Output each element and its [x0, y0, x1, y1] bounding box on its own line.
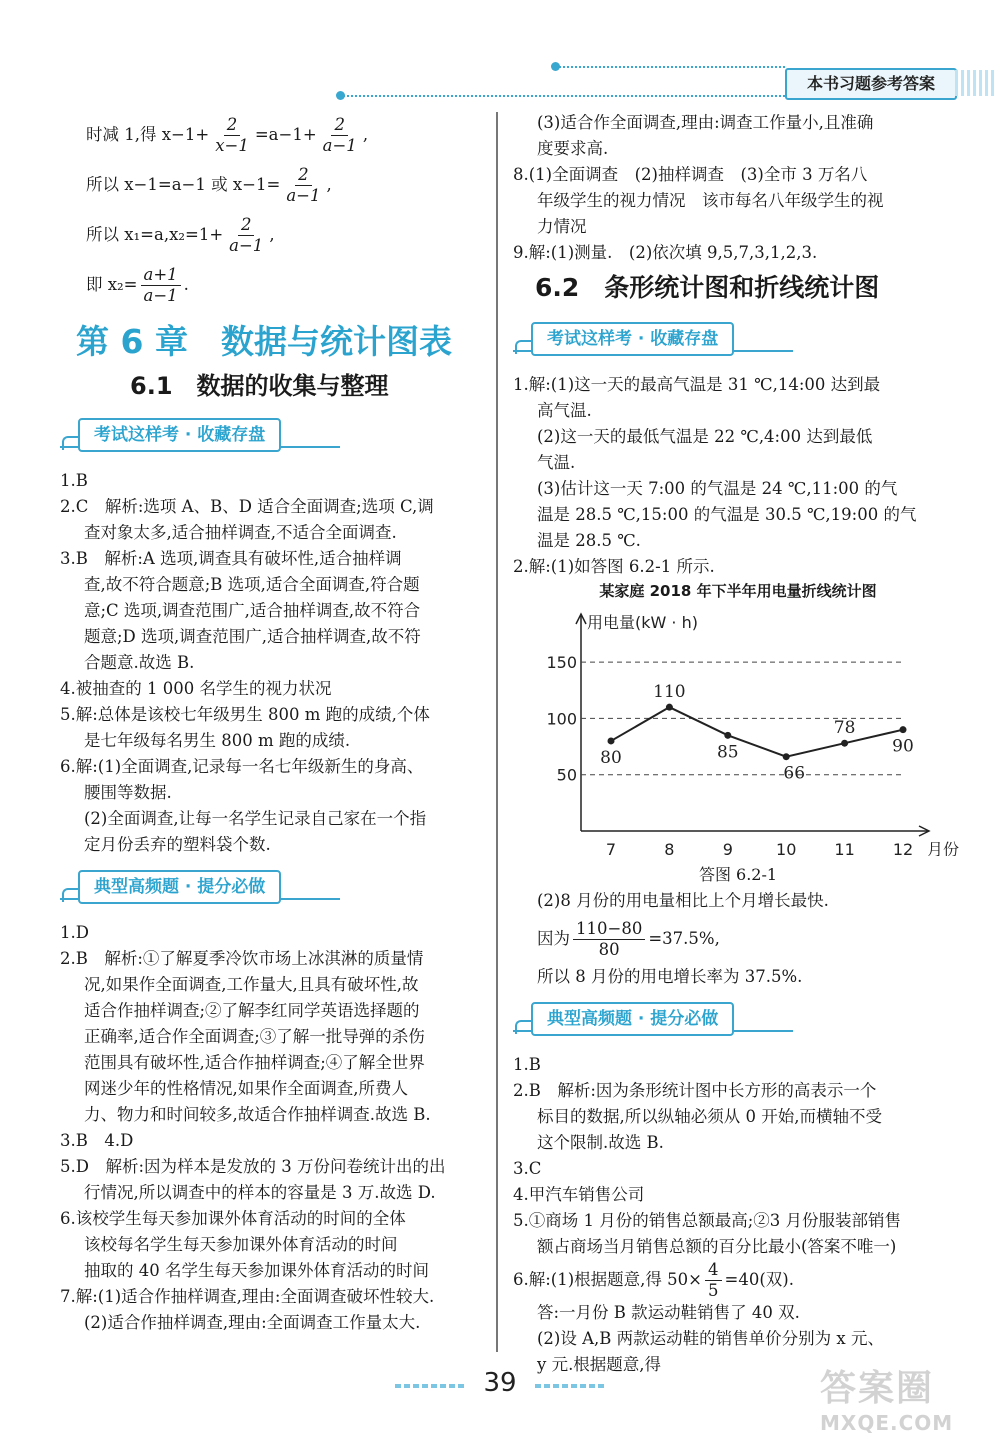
answer-line: 高气温. — [537, 401, 592, 420]
answer-line: 答:一月份 B 款运动鞋销售了 40 双. — [537, 1303, 800, 1322]
fraction — [141, 265, 181, 306]
frac-den: a−1 — [322, 135, 357, 155]
answer-line: 3.C — [513, 1159, 542, 1178]
data-point — [900, 726, 907, 733]
answer-line: (2)设 A,B 两款运动鞋的销售单价分别为 x 元、 — [537, 1329, 884, 1348]
frac-den: a−1 — [143, 285, 178, 305]
answer-line: 2.B 解析:因为条形统计图中长方形的高表示一个 — [513, 1081, 877, 1100]
answer-line: 查对象太多,适合抽样调查,不适合全面调查. — [84, 523, 397, 542]
header-stripes — [955, 70, 995, 96]
data-point — [724, 732, 731, 739]
math-line-4 — [60, 260, 510, 310]
chart-caption: 答图 6.2-1 — [698, 865, 778, 884]
y-axis-label: 用电量(kW · h) — [587, 613, 698, 632]
x-tick-label: 8 — [664, 840, 675, 856]
answer-line: 网迷少年的性格情况,如果作全面调查,所费人 — [84, 1079, 408, 1098]
math-text: 6.解:(1)根据题意,得 50× — [513, 1270, 702, 1289]
math-line-3 — [60, 210, 510, 260]
data-point — [666, 704, 673, 711]
data-label: 78 — [833, 718, 856, 739]
left-column — [60, 110, 510, 1336]
watermark-logo — [820, 1360, 995, 1440]
math-text: 即 x₂= — [86, 275, 138, 294]
x-axis-label: 月份 — [927, 840, 960, 856]
chart-svg — [513, 606, 963, 856]
answer-line: 气温. — [537, 453, 576, 472]
answer-line: 正确率,适合作全面调查;③了解一批导弹的杀伤 — [84, 1027, 425, 1046]
banner-hook — [515, 340, 531, 354]
banner-hook — [62, 888, 78, 902]
x-tick-label: 9 — [722, 840, 733, 856]
answer-line: (2)适合作抽样调查,理由:全面调查工作量太大. — [84, 1313, 421, 1332]
math-text: , — [269, 225, 275, 244]
answer-line: 6.该校学生每天参加课外体育活动的时间的全体 — [60, 1209, 406, 1228]
x-tick-label: 11 — [834, 840, 855, 856]
answer-line: 标目的数据,所以纵轴必须从 0 开始,而横轴不受 — [537, 1107, 882, 1126]
data-point — [783, 753, 790, 760]
answer-line: y 元.根据题意,得 — [537, 1355, 662, 1374]
data-point — [608, 737, 615, 744]
fraction — [283, 165, 323, 206]
answer-line: 所以 8 月份的用电增长率为 37.5%. — [537, 967, 803, 986]
math-text: , — [362, 125, 369, 144]
math-line — [513, 1260, 963, 1300]
y-tick-label: 150 — [546, 653, 577, 673]
y-tick-label: 100 — [546, 709, 577, 729]
answer-line: 定月份丢弃的塑料袋个数. — [84, 835, 271, 854]
frac-num: 2 — [238, 215, 255, 236]
frac-den: 5 — [708, 1280, 719, 1300]
answer-line: 力情况 — [537, 217, 587, 236]
frac-num: 2 — [331, 115, 348, 136]
answer-line: 2.解:(1)如答图 6.2-1 所示. — [513, 557, 715, 576]
footer-dash-right — [535, 1384, 605, 1388]
math-text: =a−1+ — [254, 125, 317, 144]
answer-line: 况,如果作全面调查,工作量大,且具有破坏性,故 — [84, 975, 419, 994]
frac-num: 2 — [224, 115, 241, 136]
banner-hook — [515, 1020, 531, 1034]
answer-line: 1.D — [60, 923, 89, 942]
answer-line: 4.被抽查的 1 000 名学生的视力状况 — [60, 679, 332, 698]
banner-label: 考试这样考 · 收藏存盘 — [78, 418, 281, 452]
section-title: 6.2 条形统计图和折线统计图 — [535, 273, 880, 302]
chart-title: 某家庭 2018 年下半年用电量折线统计图 — [599, 582, 877, 600]
answer-line: 1.解:(1)这一天的最高气温是 31 ℃,14:00 达到最 — [513, 375, 881, 394]
answer-line: 3.B 解析:A 选项,调查具有破坏性,适合抽样调 — [60, 549, 402, 568]
answer-line: (3)估计这一天 7:00 的气温是 24 ℃,11:00 的气 — [537, 479, 898, 498]
answer-line: 抽取的 40 名学生每天参加课外体育活动的时间 — [84, 1261, 429, 1280]
answer-line: 1.B — [60, 471, 88, 490]
answer-line: 腰围等数据. — [84, 783, 172, 802]
frac-den: a−1 — [286, 185, 321, 205]
header-title: 本书习题参考答案 — [785, 68, 957, 100]
answer-line: 力、物力和时间较多,故适合作抽样调查.故选 B. — [84, 1105, 431, 1124]
data-label: 80 — [600, 747, 622, 768]
series-line — [611, 707, 903, 757]
answer-line: 意;C 选项,调查范围广,适合抽样调查,故不符合 — [84, 601, 421, 620]
answer-line: 范围具有破坏性,适合作抽样调查;④了解全世界 — [84, 1053, 425, 1072]
header-dotted-rule-upper — [555, 66, 785, 68]
answer-line: 7.解:(1)适合作抽样调查,理由:全面调查破坏性较大. — [60, 1287, 435, 1306]
answer-line: (2)全面调查,让每一名学生记录自己家在一个指 — [84, 809, 427, 828]
answer-line: 合题意.故选 B. — [84, 653, 195, 672]
fraction — [320, 115, 360, 156]
frac-den: a−1 — [229, 235, 264, 255]
answer-line: 温是 28.5 ℃,15:00 的气温是 30.5 ℃,19:00 的气 — [537, 505, 917, 524]
answer-line: 行情况,所以调查中的样本的容量是 3 万.故选 D. — [84, 1183, 436, 1202]
x-tick-label: 10 — [776, 840, 797, 856]
math-text: 所以 x₁=a,x₂=1+ — [86, 225, 224, 244]
section-banner — [513, 320, 963, 360]
answer-line: 适合作抽样调查;②了解李红同学英语选择题的 — [84, 1001, 420, 1020]
math-text: 所以 x−1=a−1 或 x−1= — [86, 175, 281, 194]
answer-line: (3)适合作全面调查,理由:调查工作量小,且准确 — [537, 113, 874, 132]
answer-line: 温是 28.5 ℃. — [537, 531, 641, 550]
fraction — [705, 1260, 722, 1301]
answer-line: (2)这一天的最低气温是 22 ℃,4:00 达到最低 — [537, 427, 873, 446]
math-text: =37.5%, — [648, 929, 720, 948]
line-chart — [513, 606, 963, 856]
answer-line: 5.①商场 1 月份的销售总额最高;②3 月份服装部销售 — [513, 1211, 902, 1230]
math-line — [513, 914, 963, 964]
answer-line: 2.C 解析:选项 A、B、D 适合全面调查;选项 C,调 — [60, 497, 434, 516]
y-tick-label: 50 — [556, 765, 577, 785]
answer-line: 6.解:(1)全面调查,记录每一名七年级新生的身高、 — [60, 757, 424, 776]
banner-label: 典型高频题 · 提分必做 — [531, 1002, 734, 1036]
math-text: 因为 — [537, 929, 570, 948]
x-tick-label: 12 — [892, 840, 914, 856]
data-label: 66 — [783, 763, 806, 784]
x-tick-label: 7 — [605, 840, 617, 856]
data-label: 90 — [892, 736, 914, 757]
answer-line: 度要求高. — [537, 139, 609, 158]
section-banner — [513, 1000, 963, 1040]
answer-line: 题意;D 选项,调查范围广,适合抽样调查,故不符 — [84, 627, 421, 646]
watermark-top: 答案圈 — [820, 1368, 935, 1409]
banner-hook — [62, 436, 78, 450]
header-dot — [551, 62, 560, 71]
math-line-2 — [60, 160, 510, 210]
data-label: 110 — [653, 682, 686, 703]
answer-line: 8.(1)全面调查 (2)抽样调查 (3)全市 3 万名八 — [513, 165, 868, 184]
math-line-1 — [60, 110, 510, 160]
answer-line: 5.解:总体是该校七年级男生 800 m 跑的成绩,个体 — [60, 705, 430, 724]
watermark-bottom: MXQE.COM — [820, 1411, 954, 1435]
frac-den: x−1 — [215, 135, 249, 155]
math-text: =40(双). — [724, 1270, 794, 1289]
section-banner — [60, 868, 510, 908]
answer-line: 9.解:(1)测量. (2)依次填 9,5,7,3,1,2,3. — [513, 243, 818, 262]
answer-line: 额占商场当月销售总额的百分比最小(答案不唯一) — [537, 1237, 897, 1256]
fraction — [573, 919, 645, 960]
math-text: 时减 1,得 x−1+ — [86, 125, 210, 144]
banner-label: 典型高频题 · 提分必做 — [78, 870, 281, 904]
chapter-title: 第 6 章 数据与统计图表 — [76, 322, 452, 361]
answer-line: 5.D 解析:因为样本是发放的 3 万份问卷统计出的出 — [60, 1157, 446, 1176]
answer-line: 1.B — [513, 1055, 541, 1074]
fraction — [226, 215, 266, 256]
answer-line: 查,故不符合题意;B 选项,适合全面调查,符合题 — [84, 575, 420, 594]
banner-label: 考试这样考 · 收藏存盘 — [531, 322, 734, 356]
data-point — [841, 740, 848, 747]
answer-line: 是七年级每名男生 800 m 跑的成绩. — [84, 731, 351, 750]
footer-dash-left — [395, 1384, 465, 1388]
answer-line: 该校每名学生每天参加课外体育活动的时间 — [84, 1235, 398, 1254]
frac-num: 2 — [295, 165, 312, 186]
answer-line: 年级学生的视力情况 该市每名八年级学生的视 — [537, 191, 884, 210]
frac-num: a+1 — [141, 265, 181, 286]
frac-num: 110−80 — [573, 919, 645, 940]
answer-line: 3.B 4.D — [60, 1131, 134, 1150]
math-text: , — [326, 175, 332, 194]
right-column — [513, 110, 963, 1378]
header-dot — [336, 91, 345, 100]
section-title: 6.1 数据的收集与整理 — [130, 372, 389, 400]
data-label: 85 — [716, 742, 739, 763]
page-number: 39 — [483, 1368, 517, 1398]
answer-line: 这个限制.故选 B. — [537, 1133, 664, 1152]
answer-line: 4.甲汽车销售公司 — [513, 1185, 645, 1204]
frac-num: 4 — [705, 1260, 722, 1281]
answer-line: 2.B 解析:①了解夏季冷饮市场上冰淇淋的质量情 — [60, 949, 424, 968]
answer-line: (2)8 月份的用电量相比上个月增长最快. — [537, 891, 829, 910]
math-text: . — [183, 275, 189, 294]
section-banner — [60, 416, 510, 456]
frac-den: 80 — [598, 939, 620, 959]
fraction — [212, 115, 252, 156]
